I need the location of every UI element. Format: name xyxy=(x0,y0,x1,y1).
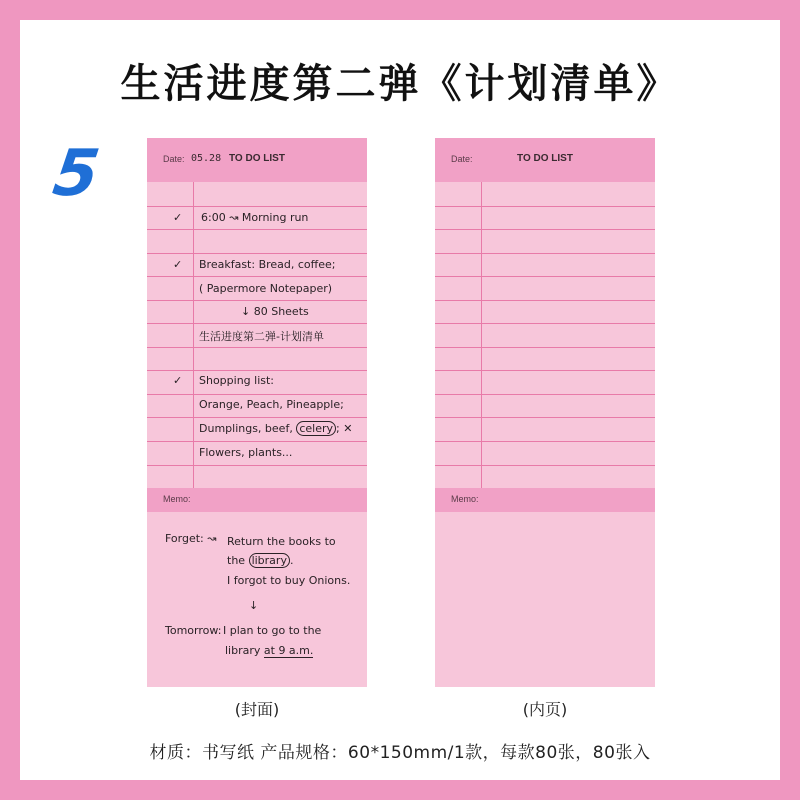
underlined-text: at 9 a.m. xyxy=(263,644,314,657)
ruled-lines xyxy=(435,182,655,488)
rule-line xyxy=(435,370,655,371)
rule-line xyxy=(435,276,655,277)
memo-label: Memo: xyxy=(163,494,191,504)
rule-line xyxy=(435,347,655,348)
rule-line xyxy=(147,465,367,466)
rule-line xyxy=(147,417,367,418)
date-label: Date: xyxy=(163,154,185,164)
rule-line xyxy=(435,253,655,254)
inner-notepad xyxy=(435,138,655,687)
rule-line xyxy=(435,323,655,324)
inner-caption: (内页) xyxy=(522,700,568,719)
memo-line: Return the books to xyxy=(227,535,336,548)
rule-line xyxy=(435,394,655,395)
memo-line: library at 9 a.m. xyxy=(225,644,314,657)
memo-line: I plan to go to the xyxy=(223,624,322,637)
rule-line xyxy=(147,276,367,277)
memo-bar xyxy=(435,488,655,512)
rule-line xyxy=(147,394,367,395)
margin-line xyxy=(481,182,482,488)
task-text: Shopping list: xyxy=(199,374,275,387)
rule-line xyxy=(435,417,655,418)
page-title: 生活进度第二弹《计划清单》 xyxy=(120,61,680,107)
task-text: 6:00 ↝ Morning run xyxy=(201,211,309,224)
rule-line xyxy=(147,253,367,254)
rule-line xyxy=(147,206,367,207)
rule-line xyxy=(435,300,655,301)
rule-line xyxy=(147,441,367,442)
rule-line xyxy=(147,370,367,371)
memo-label: Memo: xyxy=(451,494,479,504)
task-text: Dumplings, beef, celery ; ✕ xyxy=(199,422,353,435)
todo-title: TO DO LIST xyxy=(229,153,285,164)
check-mark: ✓ xyxy=(173,211,183,224)
circled-word: library xyxy=(249,553,290,568)
date-label: Date: xyxy=(451,154,473,164)
product-card xyxy=(20,20,780,780)
task-text: Breakfast: Bread, coffee; xyxy=(199,258,336,271)
memo-tomorrow-label: Tomorrow: xyxy=(165,624,222,637)
cover-caption: (封面) xyxy=(234,700,280,719)
rule-line xyxy=(435,441,655,442)
number-badge: 5 xyxy=(48,137,104,211)
rule-line xyxy=(147,347,367,348)
memo-bar xyxy=(147,488,367,512)
cover-notepad xyxy=(147,138,367,687)
memo-arrow: ↓ xyxy=(249,599,259,612)
task-text: 生活进度第二弹-计划清单 xyxy=(199,330,324,343)
rule-line xyxy=(147,300,367,301)
check-mark: ✓ xyxy=(173,374,183,387)
task-text: Orange, Peach, Pineapple; xyxy=(199,398,344,411)
rule-line xyxy=(147,229,367,230)
cover-header xyxy=(147,138,367,182)
inner-header xyxy=(435,138,655,182)
rule-line xyxy=(147,323,367,324)
memo-line: the library . xyxy=(227,554,294,567)
margin-line xyxy=(193,182,194,488)
rule-line xyxy=(435,229,655,230)
circled-word: celery xyxy=(296,421,336,436)
date-value: 05.28 xyxy=(191,153,222,164)
todo-title: TO DO LIST xyxy=(517,153,573,164)
memo-line: I forgot to buy Onions. xyxy=(227,574,351,587)
task-text: ↓ 80 Sheets xyxy=(241,305,309,318)
product-spec-footer: 材质：书写纸 产品规格：60*150mm/1款，每款80张，80张入 xyxy=(149,743,651,763)
rule-line xyxy=(435,465,655,466)
memo-forget-label: Forget: ↝ xyxy=(165,532,217,545)
task-text: Flowers, plants... xyxy=(199,446,293,459)
rule-line xyxy=(435,206,655,207)
check-mark: ✓ xyxy=(173,258,183,271)
task-text: ( Papermore Notepaper) xyxy=(199,282,333,295)
